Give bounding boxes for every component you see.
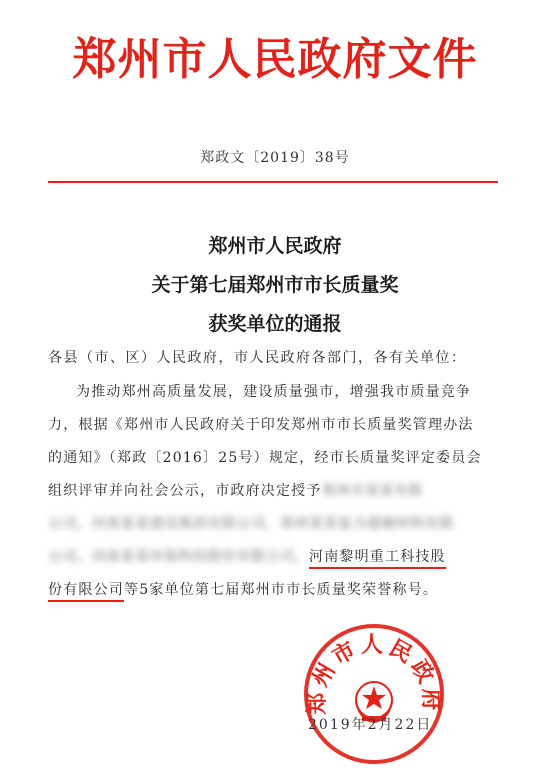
seal-text: 郑州市人民政府 bbox=[303, 632, 445, 715]
body-line-2: 力，根据《郑州市人民政府关于印发郑州市市长质量奖管理办法 bbox=[48, 417, 474, 433]
body-line-4-text: 组织评审并向社会公示，市政府决定授予 bbox=[48, 483, 322, 499]
body-line-7-text: 等5家单位第七届郑州市市长质量奖荣誉称号。 bbox=[124, 582, 439, 598]
body-line-1: 为推动郑州高质量发展，建设质量强市，增强我市质量竞争 bbox=[76, 384, 472, 400]
notice-title bbox=[0, 227, 550, 344]
redacted-company-text: 公司，河南某某建设集团有限公司，郑州某某复合超硬材料有限 bbox=[48, 516, 454, 532]
title-line-2: 关于第七届郑州市市长质量奖 bbox=[151, 274, 399, 296]
title-line-3: 获奖单位的通报 bbox=[208, 313, 342, 335]
salutation: 各县（市、区）人民政府，市人民政府各部门，各有关单位： bbox=[48, 350, 467, 366]
body-line-7 bbox=[48, 579, 498, 599]
official-seal-stamp bbox=[300, 620, 448, 768]
highlighted-company-name: 河南黎明重工科技股 bbox=[309, 549, 446, 569]
body-line-4 bbox=[48, 480, 498, 500]
header-divider bbox=[48, 181, 498, 183]
title-line-1: 郑州市人民政府 bbox=[208, 235, 342, 257]
issue-date: 2019年2月22日 bbox=[308, 717, 433, 733]
redacted-company-text: 公司，河南某某环保科技股份有限公司， bbox=[48, 549, 309, 565]
redacted-company-text: 郑州市某某有限 bbox=[321, 483, 424, 499]
body-line-3: 的通知》（郑政〔2016〕25号）规定，经市长质量奖评定委员会 bbox=[48, 450, 482, 466]
document-number: 郑政文〔2019〕38号 bbox=[200, 150, 350, 166]
highlighted-company-name-cont: 份有限公司 bbox=[48, 582, 124, 602]
body-line-6 bbox=[48, 546, 498, 566]
body-line-5 bbox=[48, 513, 498, 533]
document-masthead: 郑州市人民政府文件 bbox=[72, 34, 478, 85]
